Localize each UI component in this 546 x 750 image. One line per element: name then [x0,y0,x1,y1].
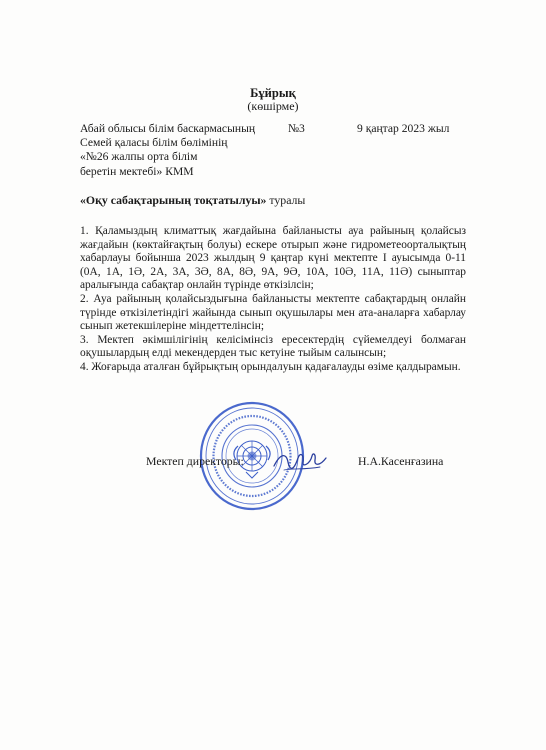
org-line: Семей қаласы білім бөлімінің [80,136,228,150]
paragraph: 3. Мектеп әкімшілігінің келісімінсіз ересектердің сүйемелдеуі болмаған оқушылардың елді мекендерден тыс кетуіне тыйым салынсын; [80,333,466,360]
organization-block [80,122,280,179]
document-date: 9 қаңтар 2023 жыл [357,122,450,135]
org-line: Абай облысы білім баскармасының [80,122,256,135]
document-body [80,225,466,375]
subject-bold: «Оқу сабақтарының тоқтатылуы» [80,193,267,207]
paragraph: 1. Қаламыздың климаттық жағдайына байланысты ауа райының қолайсыз жағдайын (көктайғақтың болуы) ескере отырып және гидрометеоорталықтың хабарлауы бойынша 2023 жылдың 9 қаңтар күні мектепте I ауысымда 0-11 (0А, 1А, 1Ә, 2А, 3А, 3Ә, 8А, 8Ә, 9А, 9Ә, 10А, 10Ә, 11А, 11Ә) сыныптар аралығында сабақтар онлайн түрінде өткізілсін; [80,225,466,292]
document-subtitle: (көшірме) [247,99,299,113]
subject-rest: туралы [266,193,306,207]
org-line: беретін мектебі» КММ [80,164,194,178]
document-title: Бұйрық [250,86,296,100]
document-subject [80,193,305,207]
signature-icon [270,440,330,480]
paragraph: 4. Жоғарыда аталған бұйрықтың орындалуын қадағалауды өзіме қалдырамын. [80,360,461,373]
document-number: №3 [288,122,305,135]
paragraph: 2. Ауа райының қолайсыздығына байланысты мектепте сабақтардың онлайн түрінде өткізілетіндігі жайында сынып оқушылары мен ата-аналарға хабарлау сынып жетекшілеріне міндеттелінсін; [80,292,466,333]
signatory-name: Н.А.Касенғазина [358,454,444,468]
org-line: «№26 жалпы орта білім [80,150,198,164]
signatory-title: Мектеп директоры: [146,454,244,468]
